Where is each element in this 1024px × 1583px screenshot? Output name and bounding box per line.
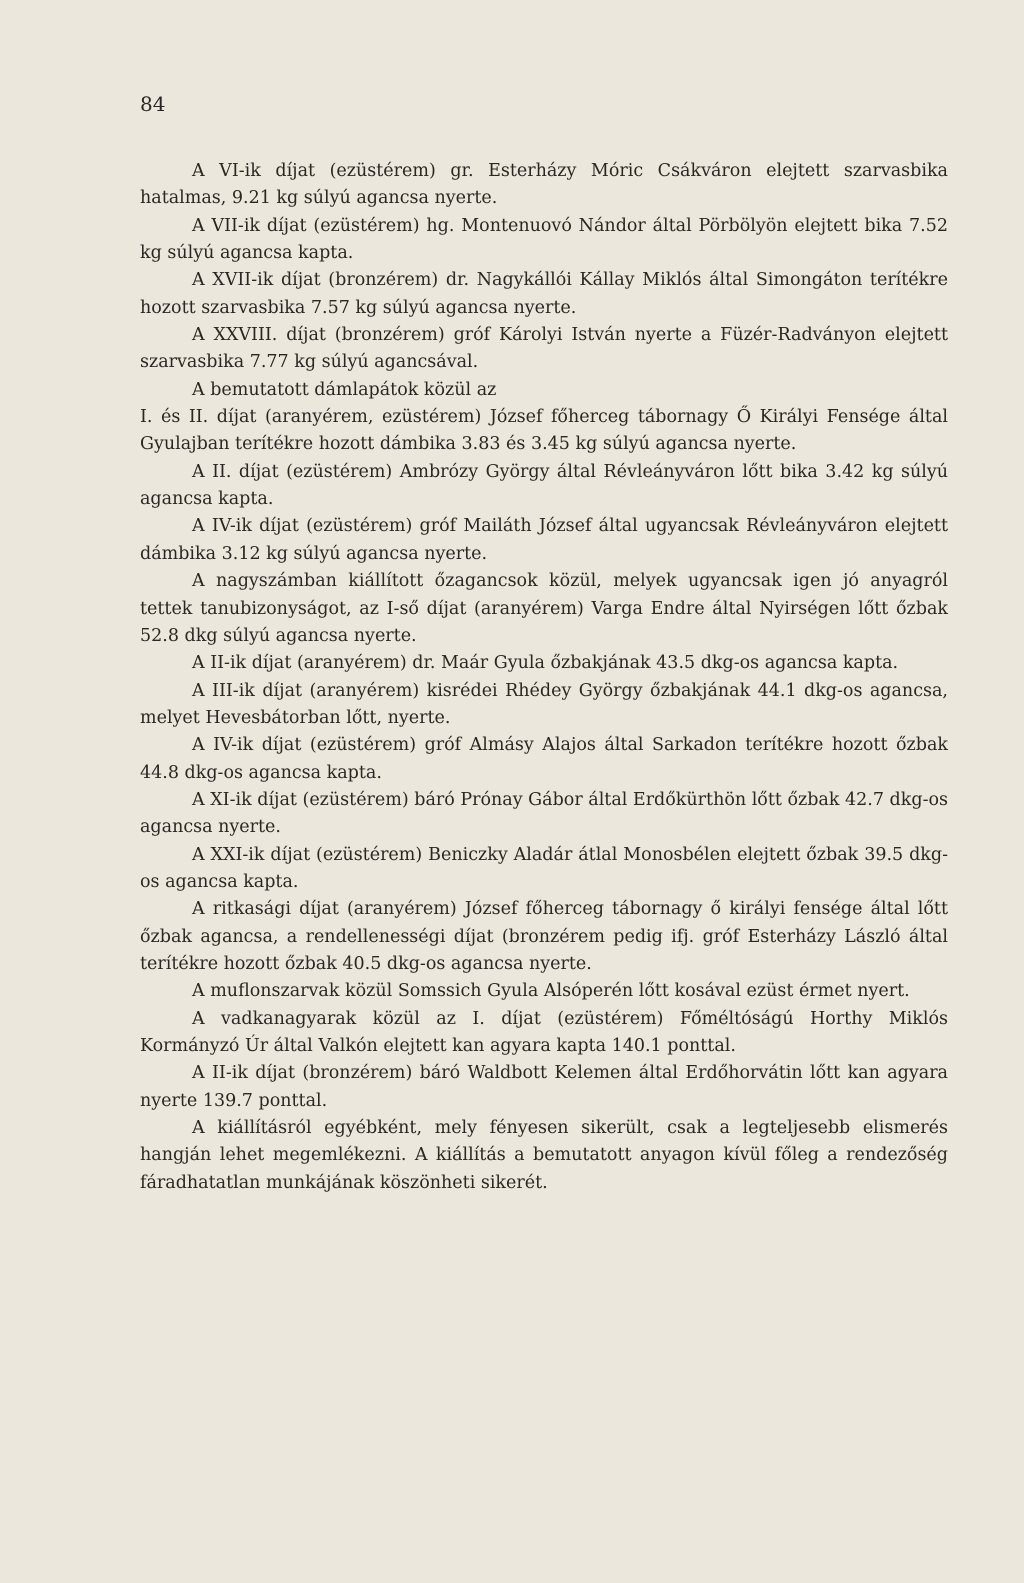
paragraph: A vadkanagyarak közül az I. díjat (ezüstérem) Főméltóságú Horthy Miklós Kormányzó Úr által Valkón elejtett kan agyara kapta 140.1 ponttal.: [140, 1008, 948, 1056]
paragraph: A ritkasági díjat (aranyérem) József főherceg tábornagy ő királyi fensége által lőtt őzbak agancsa, a rendellenességi díjat (bronzérem pedig ifj. gróf Esterházy László által terítékre hozott őzbak 40.5 dkg-os agancsa nyerte.: [140, 899, 948, 974]
paragraph: A XVII-ik díjat (bronzérem) dr. Nagykállói Kállay Miklós által Simongáton terítékre hozott szarvasbika 7.57 kg súlyú agancsa nyerte.: [140, 270, 948, 318]
paragraph: A bemutatott dámlapátok közül az: [192, 379, 497, 400]
paragraph: A XXI-ik díjat (ezüstérem) Beniczky Aladár átlal Monosbélen elejtett őzbak 39.5 dkg-os agancsa kapta.: [140, 844, 948, 892]
paragraph: A II. díjat (ezüstérem) Ambrózy György által Révleányváron lőtt bika 3.42 kg súlyú agancsa kapta.: [140, 461, 948, 510]
paragraph: A muflonszarvak közül Somssich Gyula Alsóperén lőtt kosával ezüst érmet nyert.: [192, 981, 910, 1002]
paragraph: A III-ik díjat (aranyérem) kisrédei Rhédey György őzbakjának 44.1 dkg-os agancsa, melyet Hevesbátorban lőtt, nyerte.: [140, 680, 948, 728]
paragraph: A kiállításról egyébként, mely fényesen sikerült, csak a legteljesebb elismerés hangján lehet megemlékezni. A kiállítás a bemutatott anyagon kívül főleg a rendezőség fáradhatatlan munkájának köszönheti sikerét.: [140, 1118, 948, 1193]
paragraph: A II-ik díjat (aranyérem) dr. Maár Gyula őzbakjának 43.5 dkg-os agancsa kapta.: [192, 653, 899, 674]
paragraph: A nagyszámban kiállított őzagancsok közül, melyek ugyancsak igen jó anyagról tettek tanubizonyságot, az I-ső díjat (aranyérem) Varga Endre által Nyirségen lőtt őzbak 52.8 dkg súlyú agancsa nyerte.: [140, 571, 948, 646]
body-text: [140, 158, 948, 1197]
paragraph: A II-ik díjat (bronzérem) báró Waldbott Kelemen által Erdőhorvátin lőtt kan agyara nyerte 139.7 ponttal.: [140, 1063, 948, 1111]
page-number: 84: [140, 92, 166, 116]
paragraph: A IV-ik díjat (ezüstérem) gróf Mailáth József által ugyancsak Révleányváron elejtett dámbika 3.12 kg súlyú agancsa nyerte.: [140, 516, 948, 564]
paragraph: A VII-ik díjat (ezüstérem) hg. Montenuovó Nándor által Pörbölyön elejtett bika 7.52 kg súlyú agancsa kapta.: [140, 215, 948, 264]
paragraph: A IV-ik díjat (ezüstérem) gróf Almásy Alajos által Sarkadon terítékre hozott őzbak 44.8 dkg-os agancsa kapta.: [140, 735, 948, 783]
paragraph: I. és II. díjat (aranyérem, ezüstérem) József főherceg tábornagy Ő Királyi Fensége által Gyulajban terítékre hozott dámbika 3.83 és 3.45 kg súlyú agancsa nyerte.: [140, 407, 948, 455]
paragraph: A XI-ik díjat (ezüstérem) báró Prónay Gábor által Erdőkürthön lőtt őzbak 42.7 dkg-os agancsa nyerte.: [140, 789, 948, 838]
paragraph: A VI-ik díjat (ezüstérem) gr. Esterházy Móric Csákváron elejtett szarvasbika hatalmas, 9.21 kg súlyú agancsa nyerte.: [140, 161, 948, 209]
paragraph: A XXVIII. díjat (bronzérem) gróf Károlyi István nyerte a Füzér-Radványon elejtett szarvasbika 7.77 kg súlyú agancsával.: [140, 325, 948, 373]
